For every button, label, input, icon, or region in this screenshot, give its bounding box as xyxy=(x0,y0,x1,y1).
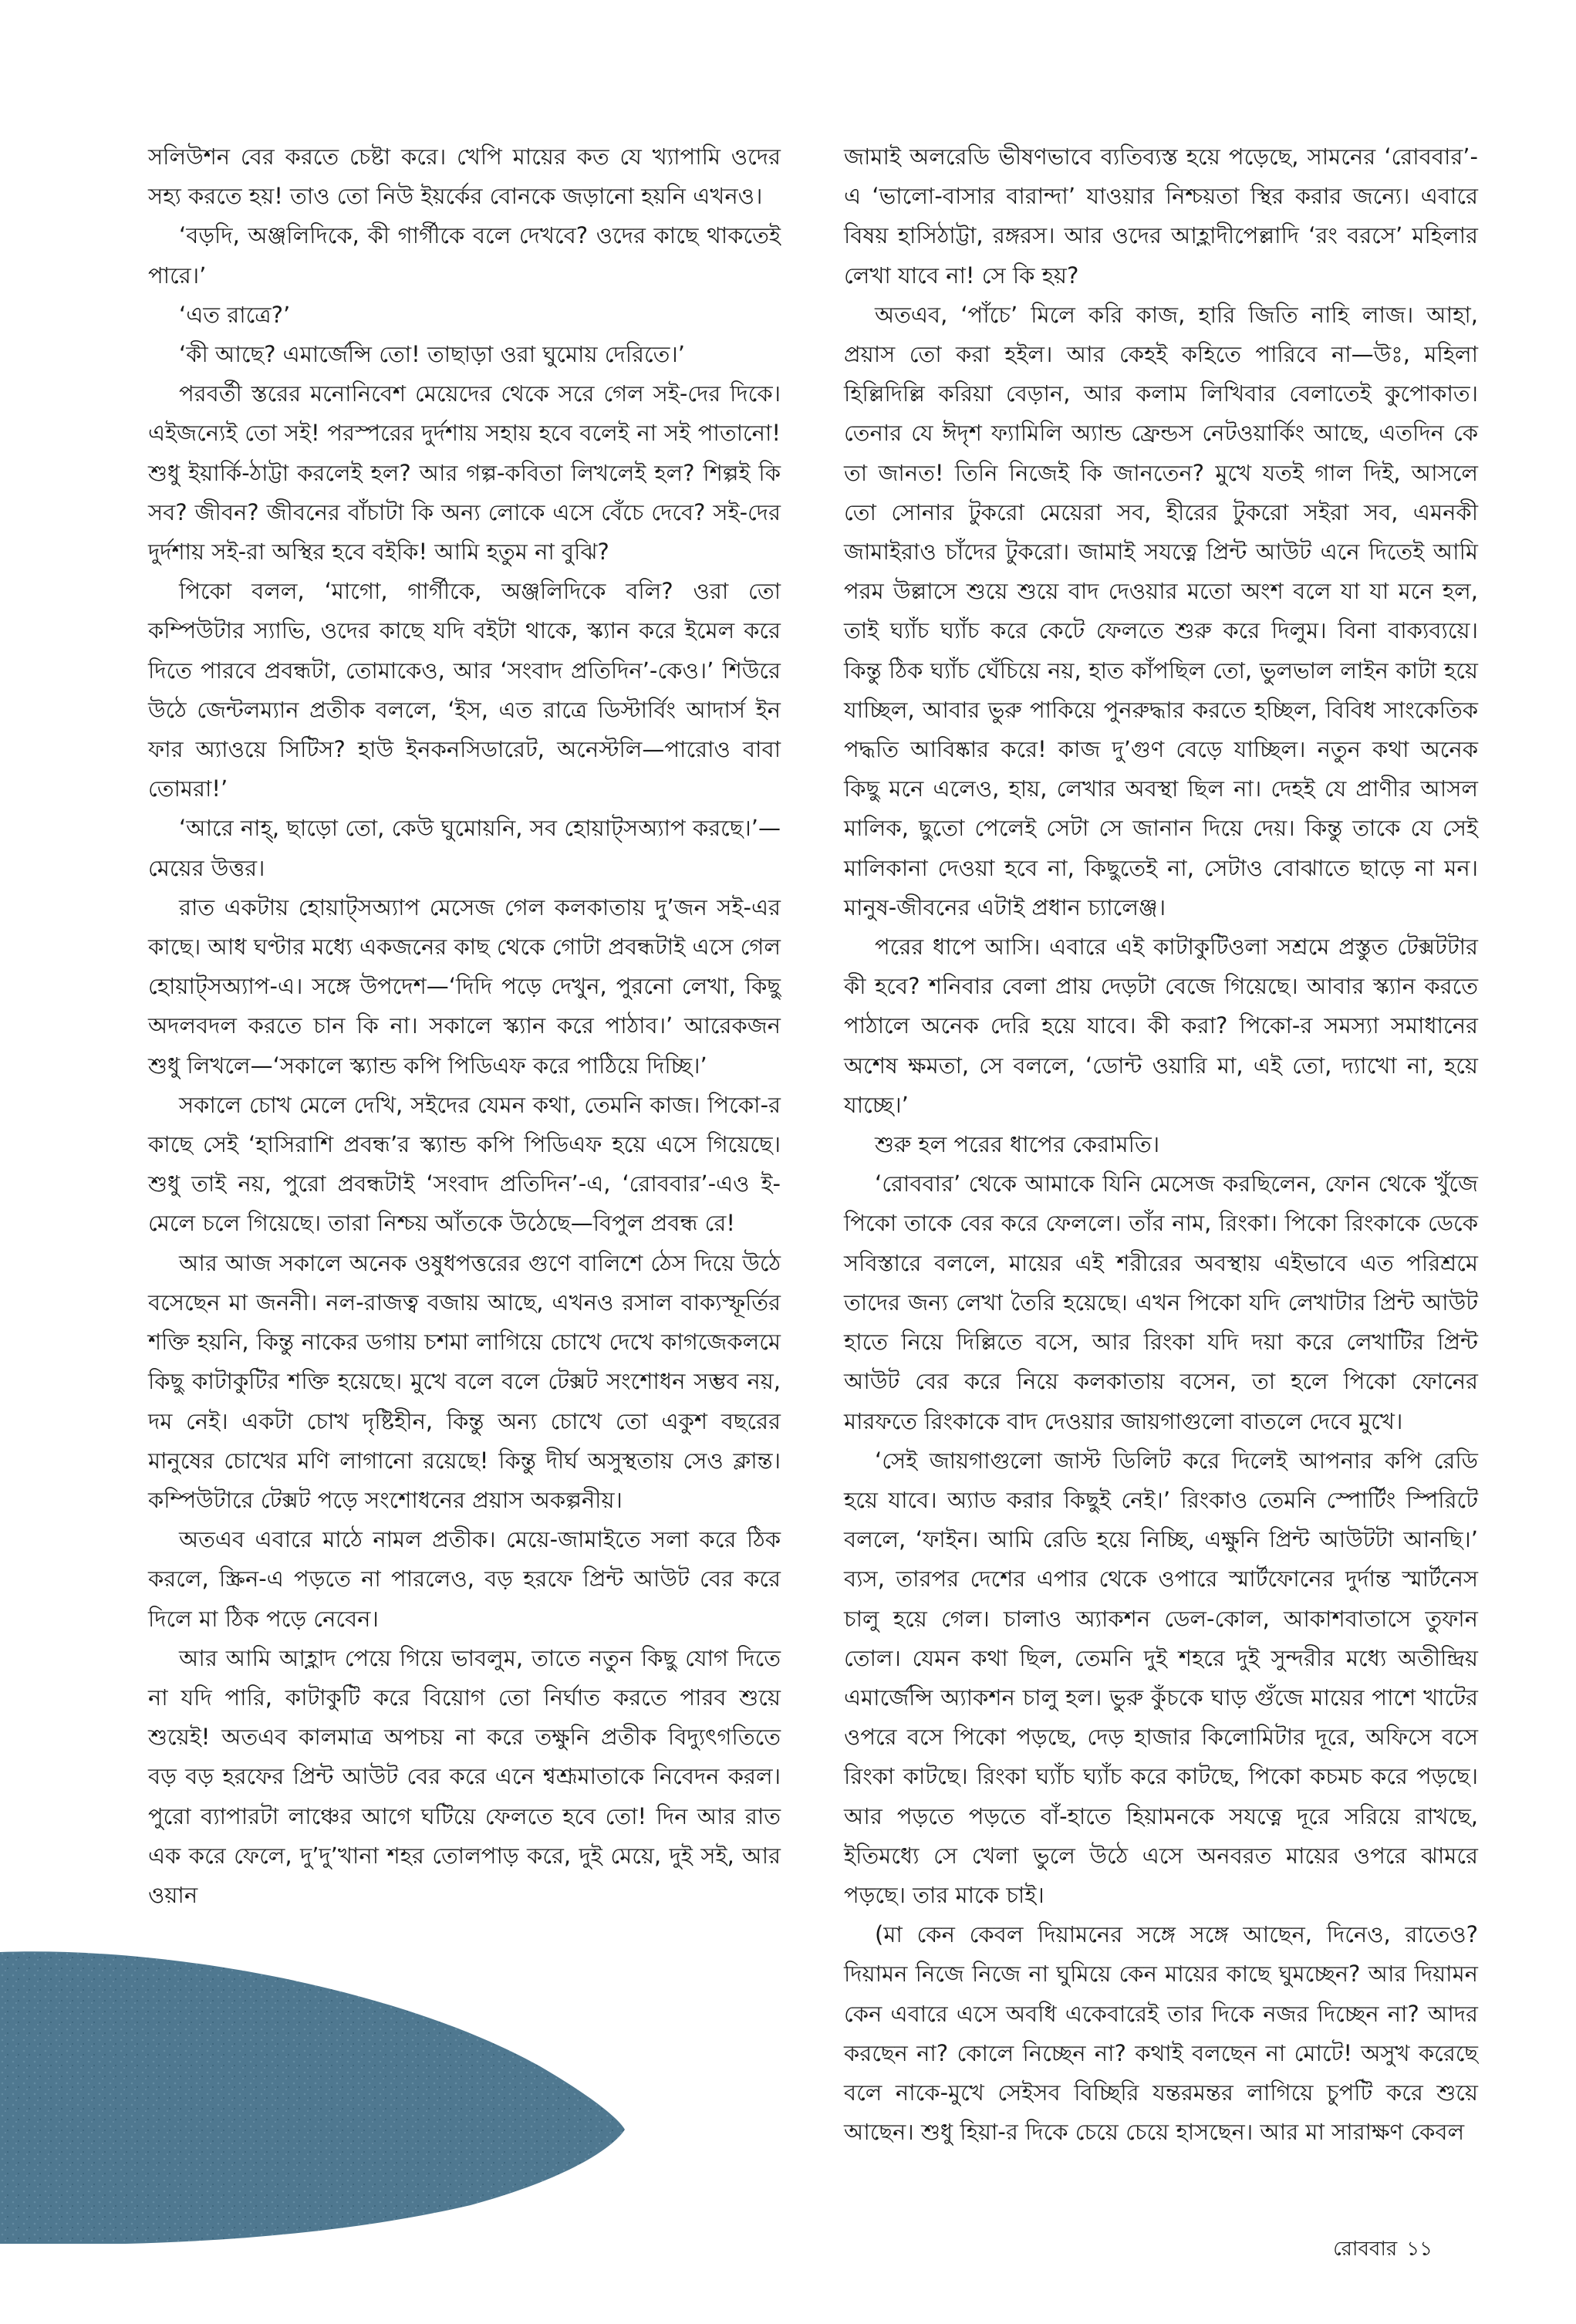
paragraph: পরবর্তী স্তরের মনোনিবেশ মেয়েদের থেকে সরে গেল সই-দের দিকে। এইজন্যেই তো সই! পরস্পরের দুর্দশায় সহায় হবে বলেই না সই পাতানো! শুধু ইয়ার্কি-ঠাট্টা করলেই হল? আর গল্প-কবিতা লিখলেই হল? শিল্পই কি সব? জীবন? জীবনের বাঁচাটা কি অন্য লোকে এসে বেঁচে দেবে? সই-দের দুর্দশায় সই-রা অস্থির হবে বইকি! আমি হতুম না বুঝি? xyxy=(148,380,781,566)
magazine-name: রোববার xyxy=(1333,2238,1398,2261)
paragraph: আর আমি আহ্লাদ পেয়ে গিয়ে ভাবলুম, তাতে নতুন কিছু যোগ দিতে না যদি পারি, কাটাকুটি করে বিয়োগ তো নির্ঘাত করতে পারব শুয়ে শুয়েই! অতএব কালমাত্র অপচয় না করে তক্ষুনি প্রতীক বিদ্যুৎগতিতে বড় বড় হরফের প্রিন্ট আউট বের করে এনে শ্বশ্রূমাতাকে নিবেদন করল। পুরো ব্যাপারটা লাঞ্চের আগে ঘটিয়ে ফেলতে হবে তো! দিন আর রাত এক করে ফেলে, দু’দু’খানা শহর তোলপাড় করে, দুই মেয়ে, দুই সই, আর ওয়ান xyxy=(148,1644,781,1908)
paragraph: অতএব এবারে মাঠে নামল প্রতীক। মেয়ে-জামাইতে সলা করে ঠিক করলে, স্ক্রিন-এ পড়তে না পারলেও, বড় হরফে প্রিন্ট আউট বের করে দিলে মা ঠিক পড়ে নেবেন। xyxy=(148,1526,781,1632)
paragraph: ‘রোববার’ থেকে আমাকে যিনি মেসেজ করছিলেন, ফোন থেকে খুঁজে পিকো তাকে বের করে ফেললে। তাঁর নাম, রিংকা। পিকো রিংকাকে ডেকে সবিস্তারে বললে, মায়ের এই শরীরের অবস্থায় এইভাবে এত পরিশ্রমে তাদের জন্য লেখা তৈরি হয়েছে। এখন পিকো যদি লেখাটার প্রিন্ট আউট হাতে নিয়ে দিল্লিতে বসে, আর রিংকা যদি দয়া করে লেখাটির প্রিন্ট আউট বের করে নিয়ে কলকাতায় বসেন, তা হলে পিকো ফোনের মারফতে রিংকাকে বাদ দেওয়ার জায়গাগুলো বাতলে দেবে মুখে। xyxy=(844,1170,1478,1434)
paragraph: ‘সেই জায়গাগুলো জাস্ট ডিলিট করে দিলেই আপনার কপি রেডি হয়ে যাবে। অ্যাড করার কিছুই নেই।’ রিংকাও তেমনি স্পোর্টিং স্পিরিটে বললে, ‘ফাইন। আমি রেডি হয়ে নিচ্ছি, এক্ষুনি প্রিন্ট আউটটা আনছি।’ ব্যস, তারপর দেশের এপার থেকে ওপারে স্মার্টফোনের দুর্দান্ত স্মার্টনেস চালু হয়ে গেল। চালাও অ্যাকশন ডেল-কোল, আকাশবাতাসে তুফান তোল। যেমন কথা ছিল, তেমনি দুই শহরে দুই সুন্দরীর মধ্যে অতীন্দ্রিয় এমার্জেন্সি অ্যাকশন চালু হল। ভুরু কুঁচকে ঘাড় গুঁজে মায়ের পাশে খাটের ওপরে বসে পিকো পড়ছে, দেড় হাজার কিলোমিটার দূরে, অফিসে বসে রিংকা কাটছে। রিংকা ঘ্যাঁচ ঘ্যাঁচ করে কাটছে, পিকো কচমচ করে পড়ছে। আর পড়তে পড়তে বাঁ-হাতে হিয়ামনকে সযত্নে দূরে সরিয়ে রাখছে, ইতিমধ্যে সে খেলা ভুলে উঠে এসে অনবরত মায়ের ওপরে ঝামরে পড়ছে। তার মাকে চাই। xyxy=(844,1447,1479,1908)
paragraph: পিকো বলল, ‘মাগো, গার্গীকে, অঞ্জলিদিকে বলি? ওরা তো কম্পিউটার স্যাভি, ওদের কাছে যদি বইটা থাকে, স্ক্যান করে ইমেল করে দিতে পারবে প্রবন্ধটা, তোমাকেও, আর ‘সংবাদ প্রতিদিন’-কেও।’ শিউরে উঠে জেন্টলম্যান প্রতীক বললে, ‘ইস, এত রাত্রে ডিস্টার্বিং আদার্স ইন ফার অ্যাওয়ে সিটিস? হাউ ইনকনসিডারেট, অনেস্টলি—পারোও বাবা তোমরা!’ xyxy=(148,578,781,802)
paragraph: পরের ধাপে আসি। এবারে এই কাটাকুটিওলা সশ্রমে প্রস্তুত টেক্সটটার কী হবে? শনিবার বেলা প্রায় দেড়টা বেজে গিয়েছে। আবার স্ক্যান করতে পাঠালে অনেক দেরি হয়ে যাবে। কী করা? পিকো-র সমস্যা সমাধানের অশেষ ক্ষমতা, সে বললে, ‘ডোন্ট ওয়ারি মা, এই তো, দ্যাখো না, হয়ে যাচ্ছে।’ xyxy=(844,934,1478,1118)
paragraph: সকালে চোখ মেলে দেখি, সইদের যেমন কথা, তেমনি কাজ। পিকো-র কাছে সেই ‘হাসিরাশি প্রবন্ধ’র স্ক্যান্ড কপি পিডিএফ হয়ে এসে গিয়েছে। শুধু তাই নয়, পুরো প্রবন্ধটাই ‘সংবাদ প্রতিদিন’-এ, ‘রোববার’-এও ই-মেলে চলে গিয়েছে। তারা নিশ্চয় আঁতকে উঠেছে—বিপুল প্রবন্ধ রে! xyxy=(148,1091,781,1237)
paragraph: জামাই অলরেডি ভীষণভাবে ব্যতিব্যস্ত হয়ে পড়েছে, সামনের ‘রোববার’-এ ‘ভালো-বাসার বারান্দা’ যাওয়ার নিশ্চয়তা স্থির করার জন্যে। এবারে বিষয় হাসিঠাট্টা, রঙ্গরস। আর ওদের আহ্লাদীপেল্লাদি ‘রং বরসে’ মহিলার লেখা যাবে না! সে কি হয়? xyxy=(844,144,1478,289)
paragraph: সলিউশন বের করতে চেষ্টা করে। খেপি মায়ের কত যে খ্যাপামি ওদের সহ্য করতে হয়! তাও তো নিউ ইয়র্কের বোনকে জড়ানো হয়নি এখনও। xyxy=(148,144,781,210)
right-text-column xyxy=(844,137,1478,2152)
paragraph: শুরু হল পরের ধাপের কেরামতি। xyxy=(875,1131,1160,1158)
paragraph: ‘কী আছে? এমার্জেন্সি তো! তাছাড়া ওরা ঘুমোয় দেরিতে।’ xyxy=(179,341,686,368)
paragraph: আর আজ সকালে অনেক ওষুধপত্তরের গুণে বালিশে ঠেস দিয়ে উঠে বসেছেন মা জননী। নল-রাজত্ব বজায় আছে, এখনও রসাল বাক্যস্ফূর্তির শক্তি হয়নি, কিন্তু নাকের ডগায় চশমা লাগিয়ে চোখে দেখে কাগজেকলমে কিছু কাটাকুটির শক্তি হয়েছে। মুখে বলে বলে টেক্সট সংশোধন সম্ভব নয়, দম নেই। একটা চোখ দৃষ্টিহীন, কিন্তু অন্য চোখে তো একুশ বছরের মানুষের চোখের মণি লাগানো রয়েছে! কিন্তু দীর্ঘ অসুস্থতায় সেও ক্লান্ত। কম্পিউটারে টেক্সট পড়ে সংশোধনের প্রয়াস অকল্পনীয়। xyxy=(148,1249,781,1513)
page-number: ১১ xyxy=(1406,2238,1433,2261)
paragraph: অতএব, ‘পাঁচে’ মিলে করি কাজ, হারি জিতি নাহি লাজ। আহা, প্রয়াস তো করা হইল। আর কেহই কহিতে পারিবে না—উঃ, মহিলা হিল্লিদিল্লি করিয়া বেড়ান, আর কলাম লিখিবার বেলাতেই কুপোকাত। তেনার যে ঈদৃশ ফ্যামিলি অ্যান্ড ফ্রেন্ডস নেটওয়ার্কিং আছে, এতদিন কে তা জানত! তিনি নিজেই কি জানতেন? মুখে যতই গাল দিই, আসলে তো সোনার টুকরো মেয়েরা সব, হীরের টুকরো সইরা সব, এমনকী জামাইরাও চাঁদের টুকরো। জামাই সযত্নে প্রিন্ট আউট এনে দিতেই আমি পরম উল্লাসে শুয়ে শুয়ে বাদ দেওয়ার মতো অংশ বলে যা যা মনে হল, তাই ঘ্যাঁচ ঘ্যাঁচ করে কেটে ফেলতে শুরু করে দিলুম। বিনা বাক্যব্যয়ে। কিন্তু ঠিক ঘ্যাঁচ ঘেঁচিয়ে নয়, হাত কাঁপছিল তো, ভুলভাল লাইন কাটা হয়ে যাচ্ছিল, আবার ভুরু পাকিয়ে পুনরুদ্ধার করতে হচ্ছিল, বিবিধ সাংকেতিক পদ্ধতি আবিষ্কার করে! কাজ দু’গুণ বেড়ে যাচ্ছিল। নতুন কথা অনেক কিছু মনে এলেও, হায়, লেখার অবস্থা ছিল না। দেহই যে প্রাণীর আসল মালিক, ছুতো পেলেই সেটা সে জানান দিয়ে দেয়। কিন্তু তাকে যে সেই মালিকানা দেওয়া হবে না, কিছুতেই না, সেটাও বোঝাতে ছাড়ে না মন। মানুষ-জীবনের এটাই প্রধান চ্যালেঞ্জ। xyxy=(844,301,1478,920)
page-footer xyxy=(1324,2233,1433,2267)
paragraph: রাত একটায় হোয়াট্সঅ্যাপ মেসেজ গেল কলকাতায় দু’জন সই-এর কাছে। আধ ঘণ্টার মধ্যে একজনের কাছ থেকে গোটা প্রবন্ধটাই এসে গেল হোয়াট্সঅ্যাপ-এ। সঙ্গে উপদেশ—‘দিদি পড়ে দেখুন, পুরনো লেখা, কিছু অদলবদল করতে চান কি না। সকালে স্ক্যান করে পাঠাব।’ আরেকজন শুধু লিখলে—‘সকালে স্ক্যান্ড কপি পিডিএফ করে পাঠিয়ে দিচ্ছি।’ xyxy=(148,893,781,1079)
paragraph: ‘বড়দি, অঞ্জলিদিকে, কী গার্গীকে বলে দেখবে? ওদের কাছে থাকতেই পারে।’ xyxy=(148,222,781,289)
decorative-leaf-shape xyxy=(0,1951,625,2244)
paragraph: ‘এত রাত্রে?’ xyxy=(179,301,291,328)
paragraph: (মা কেন কেবল দিয়ামনের সঙ্গে সঙ্গে আছেন, দিনেও, রাতেও? দিয়ামন নিজে নিজে না ঘুমিয়ে কেন মায়ের কাছে ঘুমচ্ছেন? আর দিয়ামন কেন এবারে এসে অবধি একেবারেই তার দিকে নজর দিচ্ছেন না? আদর করছেন না? কোলে নিচ্ছেন না? কথাই বলছেন না মোটে! অসুখ করেছে বলে নাকে-মুখে সেইসব বিচ্ছিরি যন্তরমন্তর লাগিয়ে চুপটি করে শুয়ে আছেন। শুধু হিয়া-র দিকে চেয়ে চেয়ে হাসছেন। আর মা সারাক্ষণ কেবল xyxy=(844,1921,1478,2146)
left-text-column xyxy=(148,137,781,1915)
paragraph: ‘আরে নাহ্, ছাড়ো তো, কেউ ঘুমোয়নি, সব হোয়াট্সঅ্যাপ করছে।’—মেয়ের উত্তর। xyxy=(148,815,781,881)
